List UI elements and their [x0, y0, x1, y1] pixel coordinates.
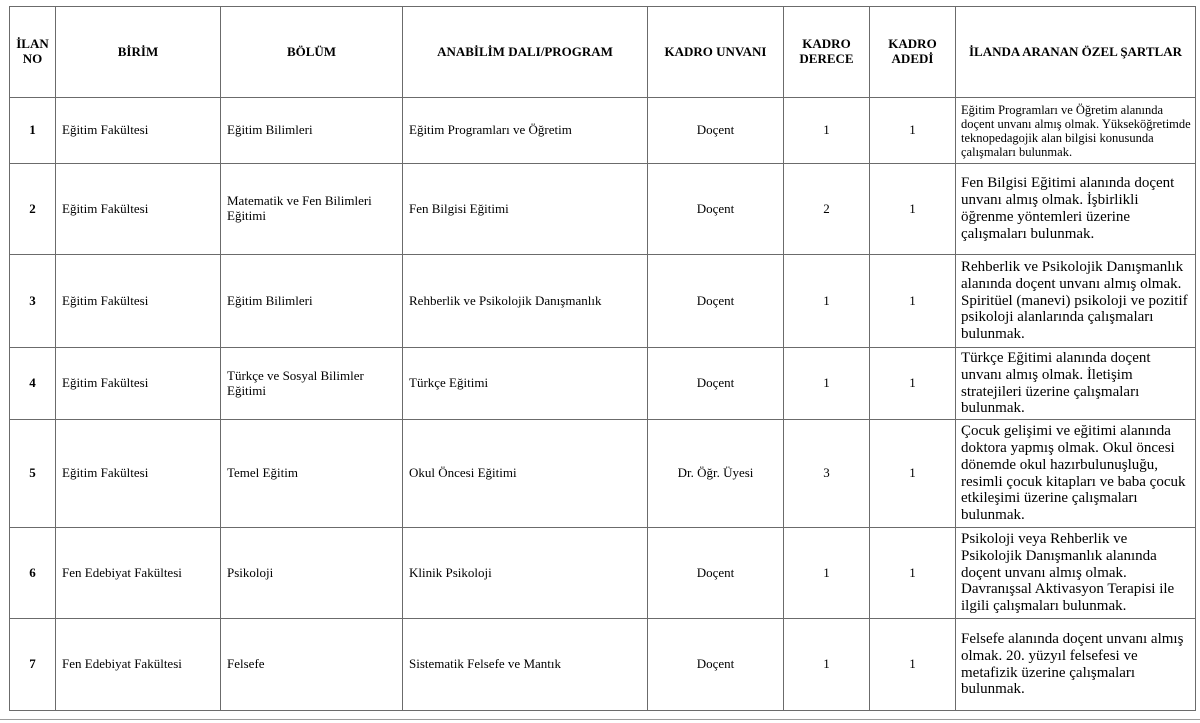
header-kadro-unvani: KADRO UNVANI [648, 7, 784, 98]
cell-unvan: Doçent [648, 164, 784, 255]
cell-bolum: Matematik ve Fen Bilimleri Eğitimi [221, 164, 403, 255]
cell-no: 6 [10, 528, 56, 619]
cell-no: 1 [10, 98, 56, 164]
job-postings-table [9, 6, 1196, 711]
cell-birim: Eğitim Fakültesi [56, 98, 221, 164]
cell-sart: Rehberlik ve Psikolojik Danışmanlık alanında doçent unvanı almış olmak. Spiritüel (manevi) psikoloji ve pozitif psikoloji alanlarında çalışmaları bulunmak. [956, 255, 1196, 348]
table-header-row [10, 7, 1196, 98]
cell-derece: 1 [784, 619, 870, 711]
cell-no: 4 [10, 348, 56, 420]
cell-adet: 1 [870, 255, 956, 348]
cell-unvan: Doçent [648, 619, 784, 711]
cell-no: 3 [10, 255, 56, 348]
cell-anabilim: Sistematik Felsefe ve Mantık [403, 619, 648, 711]
cell-sart: Psikoloji veya Rehberlik ve Psikolojik Danışmanlık alanında doçent unvanı almış olmak. Davranışsal Aktivasyon Terapisi ile ilgili çalışmaları bulunmak. [956, 528, 1196, 619]
cell-anabilim: Eğitim Programları ve Öğretim [403, 98, 648, 164]
cell-anabilim: Fen Bilgisi Eğitimi [403, 164, 648, 255]
cell-bolum: Türkçe ve Sosyal Bilimler Eğitimi [221, 348, 403, 420]
cell-birim: Eğitim Fakültesi [56, 255, 221, 348]
cell-unvan: Doçent [648, 348, 784, 420]
cell-unvan: Doçent [648, 528, 784, 619]
cell-sart: Fen Bilgisi Eğitimi alanında doçent unvanı almış olmak. İşbirlikli öğrenme yöntemleri üzerine çalışmaları bulunmak. [956, 164, 1196, 255]
table-row [10, 98, 1196, 164]
cell-adet: 1 [870, 348, 956, 420]
cell-derece: 2 [784, 164, 870, 255]
cell-birim: Fen Edebiyat Fakültesi [56, 528, 221, 619]
cell-adet: 1 [870, 98, 956, 164]
cell-derece: 1 [784, 528, 870, 619]
cell-no: 5 [10, 420, 56, 528]
header-ilan-no: İLAN NO [10, 7, 56, 98]
cell-adet: 1 [870, 164, 956, 255]
document-page [9, 6, 1195, 711]
header-anabilim: ANABİLİM DALI/PROGRAM [403, 7, 648, 98]
cell-adet: 1 [870, 619, 956, 711]
cell-bolum: Eğitim Bilimleri [221, 255, 403, 348]
cell-adet: 1 [870, 420, 956, 528]
table-row [10, 528, 1196, 619]
cell-derece: 3 [784, 420, 870, 528]
cell-unvan: Dr. Öğr. Üyesi [648, 420, 784, 528]
page-bottom-divider [0, 719, 1200, 720]
header-kadro-adedi: KADRO ADEDİ [870, 7, 956, 98]
cell-anabilim: Okul Öncesi Eğitimi [403, 420, 648, 528]
table-row [10, 255, 1196, 348]
table-row [10, 420, 1196, 528]
header-sartlar: İLANDA ARANAN ÖZEL ŞARTLAR [956, 7, 1196, 98]
cell-derece: 1 [784, 255, 870, 348]
cell-birim: Eğitim Fakültesi [56, 164, 221, 255]
header-bolum: BÖLÜM [221, 7, 403, 98]
table-row [10, 619, 1196, 711]
cell-sart: Türkçe Eğitimi alanında doçent unvanı almış olmak. İletişim stratejileri üzerine çalışmaları bulunmak. [956, 348, 1196, 420]
cell-bolum: Felsefe [221, 619, 403, 711]
cell-birim: Eğitim Fakültesi [56, 348, 221, 420]
cell-unvan: Doçent [648, 98, 784, 164]
cell-anabilim: Türkçe Eğitimi [403, 348, 648, 420]
cell-bolum: Eğitim Bilimleri [221, 98, 403, 164]
cell-anabilim: Klinik Psikoloji [403, 528, 648, 619]
cell-no: 7 [10, 619, 56, 711]
cell-birim: Fen Edebiyat Fakültesi [56, 619, 221, 711]
cell-birim: Eğitim Fakültesi [56, 420, 221, 528]
cell-no: 2 [10, 164, 56, 255]
table-row [10, 348, 1196, 420]
cell-unvan: Doçent [648, 255, 784, 348]
header-birim: BİRİM [56, 7, 221, 98]
header-kadro-derece: KADRO DERECE [784, 7, 870, 98]
cell-derece: 1 [784, 98, 870, 164]
cell-anabilim: Rehberlik ve Psikolojik Danışmanlık [403, 255, 648, 348]
cell-sart: Eğitim Programları ve Öğretim alanında doçent unvanı almış olmak. Yükseköğretimde teknopedagojik alan bilgisi konusunda çalışmaları bulunmak. [956, 98, 1196, 164]
cell-bolum: Temel Eğitim [221, 420, 403, 528]
cell-sart: Felsefe alanında doçent unvanı almış olmak. 20. yüzyıl felsefesi ve metafizik üzerine çalışmaları bulunmak. [956, 619, 1196, 711]
cell-derece: 1 [784, 348, 870, 420]
cell-adet: 1 [870, 528, 956, 619]
table-row [10, 164, 1196, 255]
cell-sart: Çocuk gelişimi ve eğitimi alanında doktora yapmış olmak. Okul öncesi dönemde okul hazırbulunuşluğu, resimli çocuk kitapları ve baba çocuk etkileşimi üzerine çalışmaları bulunmak. [956, 420, 1196, 528]
cell-bolum: Psikoloji [221, 528, 403, 619]
